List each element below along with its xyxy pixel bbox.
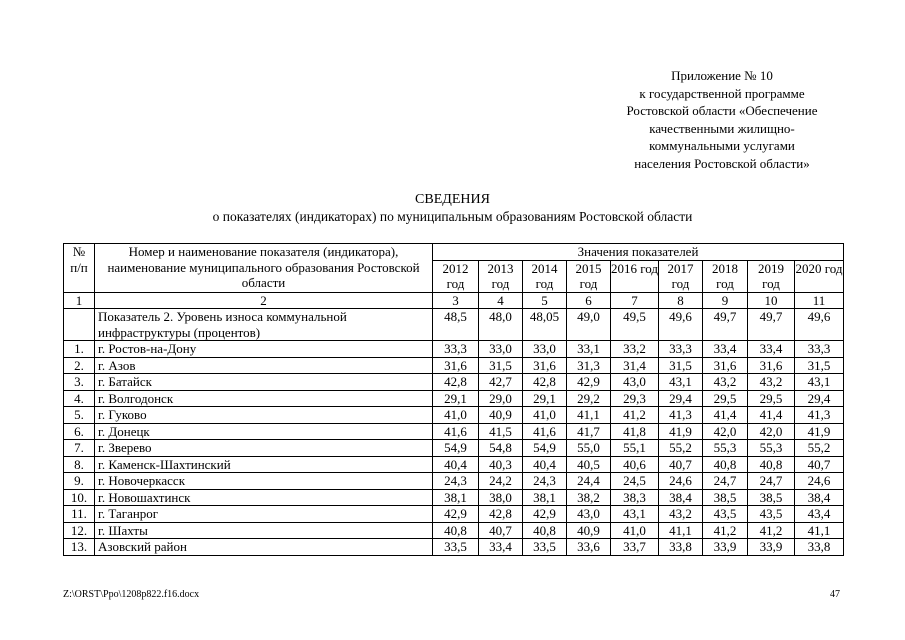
value-cell: 40,8 — [433, 522, 479, 539]
document-subtitle: о показателях (индикаторах) по муниципальным образованиям Ростовской области — [212, 209, 693, 224]
header-year: 2017 год — [659, 260, 703, 292]
value-cell: 41,1 — [567, 407, 611, 424]
value-cell: 24,5 — [611, 473, 659, 490]
value-cell: 38,5 — [703, 489, 748, 506]
value-cell: 43,4 — [795, 506, 844, 523]
value-cell: 42,8 — [433, 374, 479, 391]
value-cell: 33,9 — [703, 539, 748, 556]
value-cell: 31,6 — [523, 357, 567, 374]
indicator-value: 48,0 — [479, 309, 523, 341]
indicator-value: 48,05 — [523, 309, 567, 341]
column-number: 3 — [433, 292, 479, 309]
value-cell: 41,0 — [523, 407, 567, 424]
value-cell: 33,8 — [659, 539, 703, 556]
municipality-name: г. Азов — [95, 357, 433, 374]
value-cell: 54,9 — [523, 440, 567, 457]
value-cell: 33,9 — [748, 539, 795, 556]
value-cell: 55,0 — [567, 440, 611, 457]
value-cell: 31,5 — [659, 357, 703, 374]
table-row — [64, 506, 844, 523]
value-cell: 42,8 — [479, 506, 523, 523]
column-number: 2 — [95, 292, 433, 309]
row-number: 13. — [64, 539, 95, 556]
indicator-value: 49,0 — [567, 309, 611, 341]
value-cell: 43,5 — [703, 506, 748, 523]
value-cell: 55,1 — [611, 440, 659, 457]
header-year: 2016 год — [611, 260, 659, 292]
value-cell: 33,0 — [479, 341, 523, 358]
indicator-value: 48,5 — [433, 309, 479, 341]
footer-file-path: Z:\ORST\Ppo\1208p822.f16.docx — [63, 589, 200, 600]
row-number: 12. — [64, 522, 95, 539]
value-cell: 54,8 — [479, 440, 523, 457]
value-cell: 41,4 — [748, 407, 795, 424]
value-cell: 43,0 — [611, 374, 659, 391]
value-cell: 33,4 — [748, 341, 795, 358]
value-cell: 41,9 — [795, 423, 844, 440]
value-cell: 33,7 — [611, 539, 659, 556]
value-cell: 29,4 — [659, 390, 703, 407]
value-cell: 29,1 — [433, 390, 479, 407]
value-cell: 40,8 — [523, 522, 567, 539]
table-row — [64, 407, 844, 424]
value-cell: 38,1 — [433, 489, 479, 506]
value-cell: 33,3 — [433, 341, 479, 358]
value-cell: 40,9 — [479, 407, 523, 424]
value-cell: 24,3 — [523, 473, 567, 490]
value-cell: 55,2 — [795, 440, 844, 457]
value-cell: 38,4 — [795, 489, 844, 506]
value-cell: 40,5 — [567, 456, 611, 473]
column-numbers-row — [64, 292, 844, 309]
value-cell: 38,2 — [567, 489, 611, 506]
municipality-name: г. Батайск — [95, 374, 433, 391]
header-year: 2012 год — [433, 260, 479, 292]
value-cell: 33,0 — [523, 341, 567, 358]
value-cell: 24,4 — [567, 473, 611, 490]
municipality-name: г. Гуково — [95, 407, 433, 424]
header-year: 2015 год — [567, 260, 611, 292]
row-number: 10. — [64, 489, 95, 506]
header-name: Номер и наименование показателя (индикатора), наименование муниципального образования Ростовской области — [95, 244, 433, 293]
value-cell: 40,4 — [523, 456, 567, 473]
row-number: 5. — [64, 407, 95, 424]
value-cell: 41,4 — [703, 407, 748, 424]
indicator-num — [64, 309, 95, 341]
table-row — [64, 522, 844, 539]
municipality-name: Азовский район — [95, 539, 433, 556]
column-number: 9 — [703, 292, 748, 309]
value-cell: 31,3 — [567, 357, 611, 374]
column-number: 4 — [479, 292, 523, 309]
value-cell: 41,0 — [433, 407, 479, 424]
table-row — [64, 357, 844, 374]
appendix-block — [597, 67, 847, 173]
column-number: 11 — [795, 292, 844, 309]
value-cell: 42,7 — [479, 374, 523, 391]
municipality-name: г. Шахты — [95, 522, 433, 539]
value-cell: 29,5 — [703, 390, 748, 407]
column-number: 6 — [567, 292, 611, 309]
value-cell: 24,6 — [795, 473, 844, 490]
indicator-value: 49,7 — [703, 309, 748, 341]
value-cell: 42,8 — [523, 374, 567, 391]
column-number: 1 — [64, 292, 95, 309]
row-number: 3. — [64, 374, 95, 391]
header-year: 2014 год — [523, 260, 567, 292]
value-cell: 33,2 — [611, 341, 659, 358]
value-cell: 31,5 — [479, 357, 523, 374]
indicators-table — [63, 243, 844, 556]
row-number: 8. — [64, 456, 95, 473]
header-year: 2019 год — [748, 260, 795, 292]
value-cell: 24,7 — [748, 473, 795, 490]
value-cell: 42,9 — [523, 506, 567, 523]
header-num: № п/п — [64, 244, 95, 293]
value-cell: 33,8 — [795, 539, 844, 556]
value-cell: 40,7 — [479, 522, 523, 539]
value-cell: 43,1 — [611, 506, 659, 523]
indicator-value: 49,7 — [748, 309, 795, 341]
value-cell: 41,7 — [567, 423, 611, 440]
table-row — [64, 456, 844, 473]
value-cell: 41,3 — [659, 407, 703, 424]
value-cell: 42,0 — [703, 423, 748, 440]
value-cell: 31,6 — [433, 357, 479, 374]
value-cell: 29,4 — [795, 390, 844, 407]
value-cell: 43,5 — [748, 506, 795, 523]
value-cell: 29,3 — [611, 390, 659, 407]
value-cell: 43,2 — [748, 374, 795, 391]
value-cell: 41,0 — [611, 522, 659, 539]
table-row — [64, 539, 844, 556]
value-cell: 41,5 — [479, 423, 523, 440]
municipality-name: г. Донецк — [95, 423, 433, 440]
row-number: 2. — [64, 357, 95, 374]
row-number: 1. — [64, 341, 95, 358]
value-cell: 41,9 — [659, 423, 703, 440]
value-cell: 31,4 — [611, 357, 659, 374]
value-cell: 33,4 — [703, 341, 748, 358]
table-row — [64, 374, 844, 391]
value-cell: 42,0 — [748, 423, 795, 440]
value-cell: 41,6 — [433, 423, 479, 440]
column-number: 8 — [659, 292, 703, 309]
value-cell: 31,6 — [703, 357, 748, 374]
value-cell: 43,0 — [567, 506, 611, 523]
appendix-line: качественными жилищно- — [649, 120, 795, 136]
value-cell: 40,8 — [748, 456, 795, 473]
header-year: 2018 год — [703, 260, 748, 292]
value-cell: 41,2 — [748, 522, 795, 539]
value-cell: 33,3 — [795, 341, 844, 358]
column-number: 7 — [611, 292, 659, 309]
indicator-value: 49,6 — [659, 309, 703, 341]
value-cell: 43,1 — [795, 374, 844, 391]
appendix-line: к государственной программе — [639, 85, 805, 101]
value-cell: 38,0 — [479, 489, 523, 506]
appendix-line: Приложение № 10 — [671, 68, 773, 83]
value-cell: 29,0 — [479, 390, 523, 407]
document-title: СВЕДЕНИЯ — [415, 192, 490, 207]
value-cell: 40,8 — [703, 456, 748, 473]
value-cell: 42,9 — [433, 506, 479, 523]
column-number: 5 — [523, 292, 567, 309]
row-number: 11. — [64, 506, 95, 523]
value-cell: 54,9 — [433, 440, 479, 457]
indicator-name: Показатель 2. Уровень износа коммунальной инфраструктуры (процентов) — [95, 309, 433, 341]
indicator-value: 49,6 — [795, 309, 844, 341]
value-cell: 41,6 — [523, 423, 567, 440]
value-cell: 29,5 — [748, 390, 795, 407]
value-cell: 24,6 — [659, 473, 703, 490]
header-year: 2013 год — [479, 260, 523, 292]
row-number: 4. — [64, 390, 95, 407]
row-number: 6. — [64, 423, 95, 440]
value-cell: 42,9 — [567, 374, 611, 391]
value-cell: 40,9 — [567, 522, 611, 539]
value-cell: 41,8 — [611, 423, 659, 440]
table-row — [64, 341, 844, 358]
value-cell: 40,6 — [611, 456, 659, 473]
value-cell: 38,3 — [611, 489, 659, 506]
table-row — [64, 390, 844, 407]
value-cell: 24,3 — [433, 473, 479, 490]
header-year: 2020 год — [795, 260, 844, 292]
table-row — [64, 489, 844, 506]
municipality-name: г. Новочеркасск — [95, 473, 433, 490]
table-row — [64, 440, 844, 457]
value-cell: 41,3 — [795, 407, 844, 424]
footer-page-number: 47 — [830, 589, 840, 600]
value-cell: 38,4 — [659, 489, 703, 506]
value-cell: 38,5 — [748, 489, 795, 506]
appendix-line: Ростовской области «Обеспечение — [626, 103, 818, 119]
municipality-name: г. Волгодонск — [95, 390, 433, 407]
value-cell: 40,3 — [479, 456, 523, 473]
header-values-group: Значения показателей — [433, 244, 844, 261]
appendix-line: коммунальными услугами — [649, 138, 795, 154]
value-cell: 41,2 — [611, 407, 659, 424]
indicator-row — [64, 309, 844, 341]
value-cell: 55,2 — [659, 440, 703, 457]
municipality-name: г. Новошахтинск — [95, 489, 433, 506]
value-cell: 33,4 — [479, 539, 523, 556]
value-cell: 31,5 — [795, 357, 844, 374]
value-cell: 43,2 — [703, 374, 748, 391]
value-cell: 33,1 — [567, 341, 611, 358]
value-cell: 55,3 — [748, 440, 795, 457]
value-cell: 41,1 — [659, 522, 703, 539]
value-cell: 38,1 — [523, 489, 567, 506]
value-cell: 33,6 — [567, 539, 611, 556]
value-cell: 24,2 — [479, 473, 523, 490]
table-row — [64, 423, 844, 440]
value-cell: 43,1 — [659, 374, 703, 391]
municipality-name: г. Ростов-на-Дону — [95, 341, 433, 358]
value-cell: 29,1 — [523, 390, 567, 407]
value-cell: 40,7 — [659, 456, 703, 473]
value-cell: 40,7 — [795, 456, 844, 473]
table-row — [64, 473, 844, 490]
municipality-name: г. Таганрог — [95, 506, 433, 523]
value-cell: 33,5 — [523, 539, 567, 556]
value-cell: 55,3 — [703, 440, 748, 457]
value-cell: 29,2 — [567, 390, 611, 407]
column-number: 10 — [748, 292, 795, 309]
value-cell: 41,2 — [703, 522, 748, 539]
value-cell: 43,2 — [659, 506, 703, 523]
row-number: 9. — [64, 473, 95, 490]
value-cell: 41,1 — [795, 522, 844, 539]
value-cell: 33,5 — [433, 539, 479, 556]
municipality-name: г. Каменск-Шахтинский — [95, 456, 433, 473]
value-cell: 33,3 — [659, 341, 703, 358]
row-number: 7. — [64, 440, 95, 457]
value-cell: 31,6 — [748, 357, 795, 374]
table-body — [64, 309, 844, 556]
municipality-name: г. Зверево — [95, 440, 433, 457]
indicator-value: 49,5 — [611, 309, 659, 341]
value-cell: 40,4 — [433, 456, 479, 473]
appendix-line: населения Ростовской области» — [634, 155, 810, 171]
value-cell: 24,7 — [703, 473, 748, 490]
